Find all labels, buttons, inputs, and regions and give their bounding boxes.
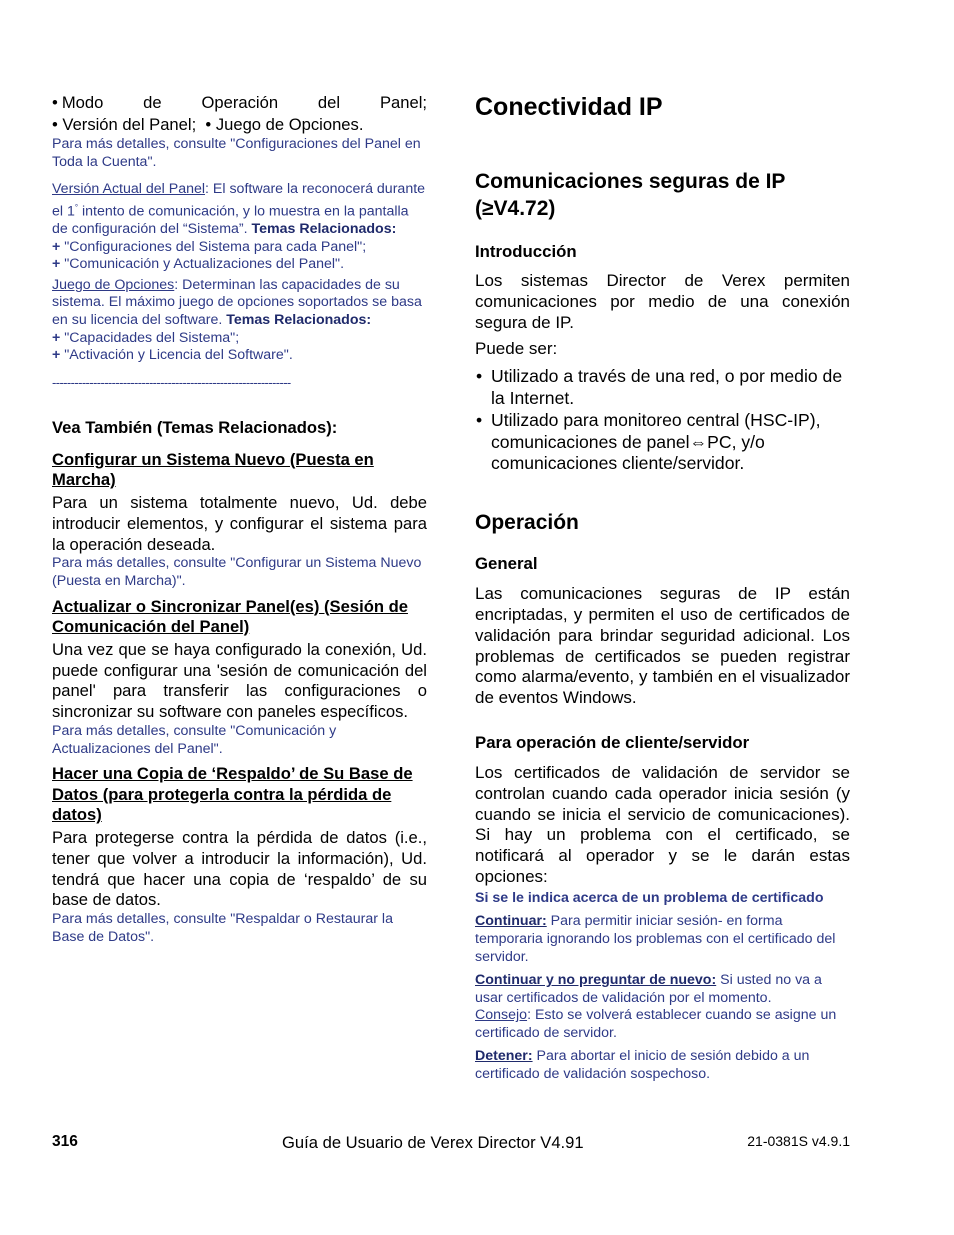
continue-label[interactable]: Continuar:	[475, 913, 547, 930]
detail-note: Para más detalles, consulte "Configurar un Sistema Nuevo (Puesta en Marcha)".	[52, 555, 422, 590]
related-item[interactable]: + "Capacidades del Sistema";	[52, 329, 240, 346]
section-heading-secure-ip: Comunicaciones seguras de IP (≥V4.72)	[475, 170, 786, 220]
detail-note: Para más detalles, consulte "Configuraciones del Panel en Toda la Cuenta".	[52, 136, 421, 170]
related-label: Temas Relacionados:	[226, 312, 372, 329]
option-continue: Continuar: Para permitir iniciar sesión- en forma temporaria ignorando los problemas con el certificado del servidor.	[475, 913, 836, 965]
cert-problem-heading: Si se le indica acerca de un problema de certificado	[475, 889, 824, 906]
page-footer	[52, 1133, 850, 1153]
list-item: • Utilizado para monitoreo central (HSC-IP), comunicaciones de panel⇔PC, y/o comunicaciones cliente/servidor.	[491, 410, 850, 475]
subheading-general: General	[475, 554, 538, 574]
topic-body: Para protegerse contra la pérdida de datos (i.e., tener que volver a introducir la información), Ud. tendrá que hacer una copia de ‘respaldo’ de su base de datos.	[52, 827, 427, 910]
general-body: Las comunicaciones seguras de IP están encriptadas, y permiten el uso de certificados de validación para brindar seguridad adicional. Los problemas de certificados se pueden registrar como alarma/evento, y también en el visualizador de eventos Windows.	[475, 584, 850, 708]
tip-paragraph: Consejo: Esto se volverá establecer cuando se asigne un certificado de servidor.	[475, 1007, 837, 1041]
list-item: • Utilizado a través de una red, o por medio de la Internet.	[491, 366, 850, 410]
option-continue-no-ask: Continuar y no preguntar de nuevo: Si usted no va a usar certificados de validación por el momento.	[475, 972, 822, 1006]
version-paragraph: Versión Actual del Panel: El software la reconocerá durante el 1° intento de comunicación, y lo muestra en la pantalla de configuración del “Sistema”. Temas Relacionados:	[52, 181, 426, 238]
bullet-item: Juego de Opciones.	[215, 115, 364, 134]
guide-title: Guía de Usuario de Verex Director V4.91	[282, 1133, 584, 1152]
options-paragraph: Juego de Opciones: Determinan las capacidades de su sistema. El máximo juego de opciones soportados se basa en su licencia del software. Temas Relacionados:	[52, 276, 422, 329]
related-item[interactable]: + "Configuraciones del Sistema para cada Panel";	[52, 238, 367, 255]
separator: ----------------------------------------------------------------	[52, 374, 291, 390]
continue-no-ask-label[interactable]: Continuar y no preguntar de nuevo:	[475, 972, 717, 989]
options-link[interactable]: Juego de Opciones	[52, 276, 175, 293]
bullet-item: Modo de Operación del Panel;	[61, 93, 427, 112]
client-body: Los certificados de validación de servidor se controlan cuando cada operador inicia sesión (y cuando se inicia el servicio de comunicaciones). Si hay un problema con el certificado, se notificará al operador y se le darán estas opciones:	[475, 762, 850, 886]
bullet-item: Versión del Panel;	[62, 115, 197, 134]
section-heading-operation: Operación	[475, 511, 579, 535]
topic-link-backup[interactable]: Hacer una Copia de ‘Respaldo’ de Su Base de Datos (para protegerla contra la pérdida de datos)	[52, 764, 413, 825]
version-link[interactable]: Versión Actual del Panel	[52, 181, 206, 198]
right-column	[475, 92, 850, 1084]
detail-note: Para más detalles, consulte "Comunicación y Actualizaciones del Panel".	[52, 723, 337, 757]
topic-body: Para un sistema totalmente nuevo, Ud. debe introducir elementos, y configurar el sistema para la operación deseada.	[52, 493, 427, 554]
subheading-client-server: Para operación de cliente/servidor	[475, 732, 750, 752]
detail-note: Para más detalles, consulte "Respaldar o Restaurar la Base de Datos".	[52, 911, 393, 945]
tip-label: Consejo	[475, 1007, 528, 1024]
see-also-heading: Vea También (Temas Relacionados):	[52, 417, 338, 437]
topic-link-sync-panels[interactable]: Actualizar o Sincronizar Panel(es) (Sesión de Comunicación del Panel)	[52, 596, 408, 637]
related-label: Temas Relacionados:	[251, 221, 397, 238]
bullet-line-2: • Versión del Panel; • Juego de Opciones.	[52, 115, 364, 134]
topic-body: Una vez que se haya configurado la conexión, Ud. puede configurar una 'sesión de comunicación del panel' para transferir las configuraciones o sincronizar su software con paneles específicos.	[52, 639, 427, 722]
intro-body: Los sistemas Director de Verex permiten comunicaciones por medio de una conexión segura de IP.	[475, 271, 850, 332]
option-stop: Detener: Para abortar el inicio de sesión debido a un certificado de validación sospechoso.	[475, 1048, 810, 1083]
page-title: Conectividad IP	[475, 93, 663, 121]
page-number: 316	[52, 1133, 78, 1150]
bullet-line-1: • Modo de Operación del Panel;	[52, 93, 427, 112]
stop-label[interactable]: Detener:	[475, 1048, 533, 1065]
subheading-intro: Introducción	[475, 242, 577, 261]
doc-code: 21-0381S v4.9.1	[747, 1133, 850, 1149]
usage-list	[475, 366, 850, 475]
topic-link-new-system[interactable]: Configurar un Sistema Nuevo (Puesta en Marcha)	[52, 449, 374, 490]
related-item[interactable]: + "Activación y Licencia del Software".	[52, 347, 293, 364]
related-item[interactable]: + "Comunicación y Actualizaciones del Panel".	[52, 256, 345, 273]
left-column	[52, 92, 427, 946]
puede-ser-label: Puede ser:	[475, 339, 558, 359]
